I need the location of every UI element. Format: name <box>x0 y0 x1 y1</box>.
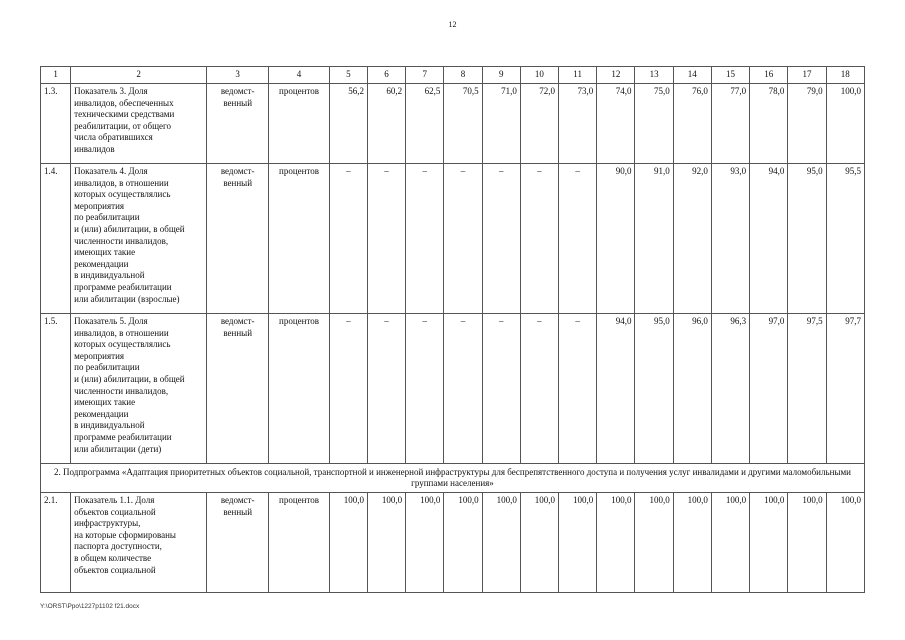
column-number-cell: 11 <box>559 67 597 84</box>
value-cell: 100,0 <box>826 493 864 593</box>
value-cell: 100,0 <box>444 493 482 593</box>
page-number: 12 <box>448 20 457 29</box>
unit-of-measure: процентов <box>269 164 329 314</box>
value-cell: 100,0 <box>788 493 826 593</box>
value-cell: 95,5 <box>826 164 864 314</box>
row-number: 2.1. <box>41 493 71 593</box>
value-cell: 93,0 <box>711 164 749 314</box>
value-cell: 75,0 <box>635 84 673 164</box>
unit-of-measure: процентов <box>269 493 329 593</box>
indicator-name: Показатель 5. Доля инвалидов, в отношении которых осуществлялись мероприятия по реабилитации и (или) абилитации, в общей численности инвалидов, имеющих такие рекомендации в индивидуальной программе реабилитации или абилитации (дети) <box>71 314 207 464</box>
column-number-cell: 4 <box>269 67 329 84</box>
value-cell: – <box>482 314 520 464</box>
column-number-cell: 13 <box>635 67 673 84</box>
value-cell: 74,0 <box>597 84 635 164</box>
value-cell: – <box>559 164 597 314</box>
value-cell: 96,3 <box>711 314 749 464</box>
value-cell: 71,0 <box>482 84 520 164</box>
value-cell: – <box>367 314 405 464</box>
value-cell: 73,0 <box>559 84 597 164</box>
value-cell: 62,5 <box>406 84 444 164</box>
value-cell: 94,0 <box>750 164 788 314</box>
column-number-cell: 8 <box>444 67 482 84</box>
column-number-row <box>41 67 865 84</box>
value-cell: – <box>406 314 444 464</box>
value-cell: 90,0 <box>597 164 635 314</box>
column-number-cell: 10 <box>520 67 558 84</box>
indicator-name: Показатель 1.1. Доля объектов социальной инфраструктуры, на которые сформированы паспорта доступности, в общем количестве объектов социальной <box>71 493 207 593</box>
indicator-name: Показатель 4. Доля инвалидов, в отношении которых осуществлялись мероприятия по реабилитации и (или) абилитации, в общей численности инвалидов, имеющих такие рекомендации в индивидуальной программе реабилитации или абилитации (взрослые) <box>71 164 207 314</box>
value-cell: 77,0 <box>711 84 749 164</box>
column-number-cell: 15 <box>711 67 749 84</box>
indicator-name: Показатель 3. Доля инвалидов, обеспеченных техническими средствами реабилитации, от общего числа обратившихся инвалидов <box>71 84 207 164</box>
file-path-footer: Y:\ORST\Ppo\1227p1102 f21.docx <box>40 603 140 610</box>
column-number-cell: 7 <box>406 67 444 84</box>
value-cell: – <box>520 314 558 464</box>
value-cell: – <box>520 164 558 314</box>
value-cell: – <box>329 164 367 314</box>
value-cell: 76,0 <box>673 84 711 164</box>
column-number-cell: 18 <box>826 67 864 84</box>
value-cell: – <box>329 314 367 464</box>
value-cell: – <box>444 164 482 314</box>
value-cell: 100,0 <box>711 493 749 593</box>
row-number: 1.3. <box>41 84 71 164</box>
indicator-type: ведомст- венный <box>206 314 268 464</box>
value-cell: 100,0 <box>559 493 597 593</box>
column-number-cell: 5 <box>329 67 367 84</box>
column-number-cell: 6 <box>367 67 405 84</box>
unit-of-measure: процентов <box>269 314 329 464</box>
column-number-cell: 9 <box>482 67 520 84</box>
value-cell: 79,0 <box>788 84 826 164</box>
value-cell: 78,0 <box>750 84 788 164</box>
column-number-cell: 16 <box>750 67 788 84</box>
value-cell: 95,0 <box>635 314 673 464</box>
column-number-cell: 1 <box>41 67 71 84</box>
value-cell: 100,0 <box>673 493 711 593</box>
value-cell: 95,0 <box>788 164 826 314</box>
value-cell: 100,0 <box>482 493 520 593</box>
column-number-cell: 17 <box>788 67 826 84</box>
value-cell: 100,0 <box>750 493 788 593</box>
subprogram-row <box>41 464 865 493</box>
value-cell: 97,0 <box>750 314 788 464</box>
value-cell: 97,5 <box>788 314 826 464</box>
value-cell: 100,0 <box>826 84 864 164</box>
value-cell: 100,0 <box>406 493 444 593</box>
value-cell: 97,7 <box>826 314 864 464</box>
indicator-row <box>41 493 865 593</box>
value-cell: 96,0 <box>673 314 711 464</box>
value-cell: – <box>406 164 444 314</box>
value-cell: 94,0 <box>597 314 635 464</box>
value-cell: – <box>367 164 405 314</box>
subprogram-title: 2. Подпрограмма «Адаптация приоритетных объектов социальной, транспортной и инженерной инфраструктуры для беспрепятственного доступа и получения услуг инвалидами и другими маломобильными группами населения» <box>41 464 865 493</box>
row-number: 1.4. <box>41 164 71 314</box>
indicators-table <box>40 66 865 593</box>
value-cell: 100,0 <box>597 493 635 593</box>
indicator-row <box>41 164 865 314</box>
value-cell: 91,0 <box>635 164 673 314</box>
value-cell: 56,2 <box>329 84 367 164</box>
column-number-cell: 12 <box>597 67 635 84</box>
indicator-row <box>41 84 865 164</box>
value-cell: 70,5 <box>444 84 482 164</box>
column-number-cell: 14 <box>673 67 711 84</box>
value-cell: 100,0 <box>520 493 558 593</box>
value-cell: 100,0 <box>329 493 367 593</box>
value-cell: 72,0 <box>520 84 558 164</box>
value-cell: – <box>559 314 597 464</box>
value-cell: 92,0 <box>673 164 711 314</box>
value-cell: – <box>482 164 520 314</box>
indicator-type: ведомст- венный <box>206 493 268 593</box>
column-number-cell: 3 <box>206 67 268 84</box>
value-cell: 100,0 <box>635 493 673 593</box>
row-number: 1.5. <box>41 314 71 464</box>
value-cell: 60,2 <box>367 84 405 164</box>
indicator-type: ведомст- венный <box>206 84 268 164</box>
indicator-type: ведомст- венный <box>206 164 268 314</box>
column-number-cell: 2 <box>71 67 207 84</box>
value-cell: 100,0 <box>367 493 405 593</box>
unit-of-measure: процентов <box>269 84 329 164</box>
indicator-row <box>41 314 865 464</box>
value-cell: – <box>444 314 482 464</box>
